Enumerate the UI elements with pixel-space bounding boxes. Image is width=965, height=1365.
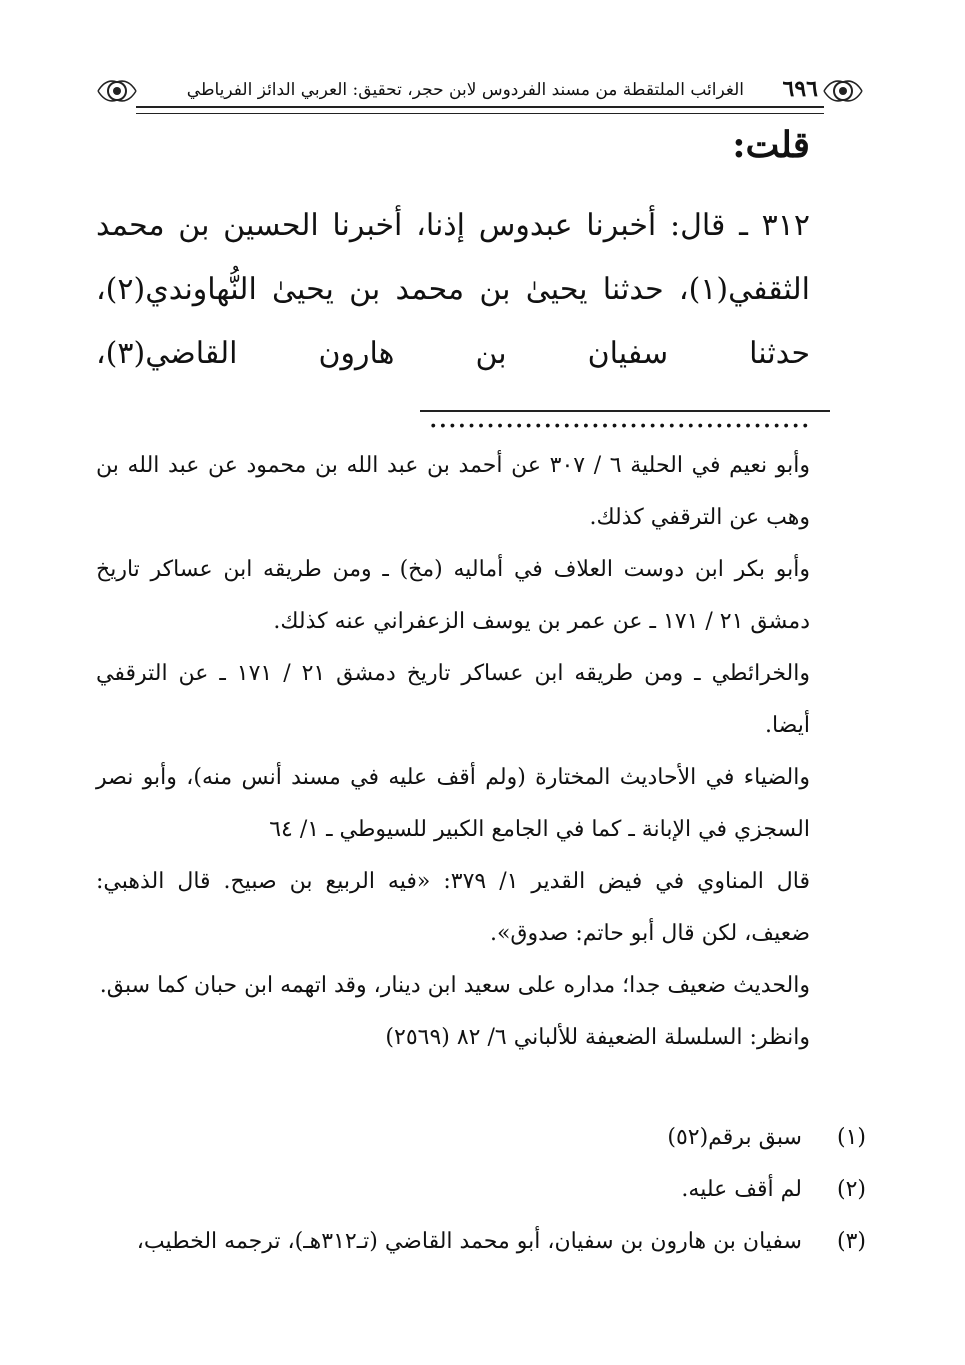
note-paragraph: والضياء في الأحاديث المختارة (ولم أقف عليه في مسند أنس منه)، وأبو نصر السجزي في الإبانة ـ كما في الجامع الكبير للسيوطي ـ ١/ ٦٤ — [96, 765, 810, 842]
footnote-number: (١) — [836, 1125, 866, 1150]
section-label: قلت: — [732, 124, 810, 166]
note-paragraph: والخرائطي ـ ومن طريقه ابن عساكر تاريخ دمشق ٢١ / ١٧١ ـ عن الترقفي أيضا. — [96, 661, 810, 738]
footnote-number: (٢) — [836, 1177, 866, 1202]
floral-ornament-icon — [96, 76, 138, 106]
footnote-text: سبق برقم(٥٢) — [667, 1125, 802, 1150]
footnote-list — [96, 1112, 866, 1268]
note-paragraph: والحديث ضعيف جدا؛ مداره على سعيد ابن دينار، وقد اتهمه ابن حبان كما سبق. — [99, 973, 810, 998]
note-paragraph: وأبو نعيم في الحلية ٦ / ٣٠٧ عن أحمد بن عبد الله بن محمود عن عبد الله بن وهب عن الترقفي كذلك. — [96, 453, 810, 530]
page-number: ٦٩٦ — [782, 76, 818, 102]
hadith-text: ٣١٢ ـ قال: أخبرنا عبدوس إذنا، أخبرنا الحسين بن محمد الثقفي(١)، حدثنا يحيىٰ بن محمد بن يحيىٰ النُّهاوندي(٢)، حدثنا سفيان بن هارون القاضي(٣)، ........................................ — [96, 208, 810, 435]
running-title: الغرائب الملتقطة من مسند الفردوس لابن حجر، تحقيق: العربي الدائز الفرياطي — [186, 80, 744, 100]
footnote-item — [96, 1216, 866, 1268]
note-paragraph: قال المناوي في فيض القدير ١/ ٣٧٩: «فيه الربيع بن صبيح. قال الذهبي: ضعيف، لكن قال أبو حاتم: صدوق». — [96, 869, 811, 946]
footnote-item — [96, 1112, 866, 1164]
floral-ornament-icon — [822, 76, 864, 106]
header-rule — [136, 106, 824, 114]
notes-block — [96, 440, 810, 1064]
note-paragraph: وانظر: السلسلة الضعيفة للألباني ٦/ ٨٢ (٢٥٦٩) — [385, 1025, 810, 1050]
page-header — [96, 74, 864, 108]
footnote-text: سفيان بن هارون بن سفيان، أبو محمد القاضي (تـ٣١٢هـ)، ترجمه الخطيب، — [136, 1229, 802, 1254]
main-text — [96, 124, 810, 450]
note-paragraph: وأبو بكر ابن دوست العلاف في أماليه (مخ) ـ ومن طريقه ابن عساكر تاريخ دمشق ٢١ / ١٧١ ـ عن عمر بن يوسف الزعفراني عنه كذلك. — [96, 557, 810, 634]
footnote-text: لم أقف عليه. — [681, 1177, 802, 1202]
footnote-separator — [420, 410, 830, 412]
footnote-number: (٣) — [836, 1229, 866, 1254]
footnote-item — [96, 1164, 866, 1216]
